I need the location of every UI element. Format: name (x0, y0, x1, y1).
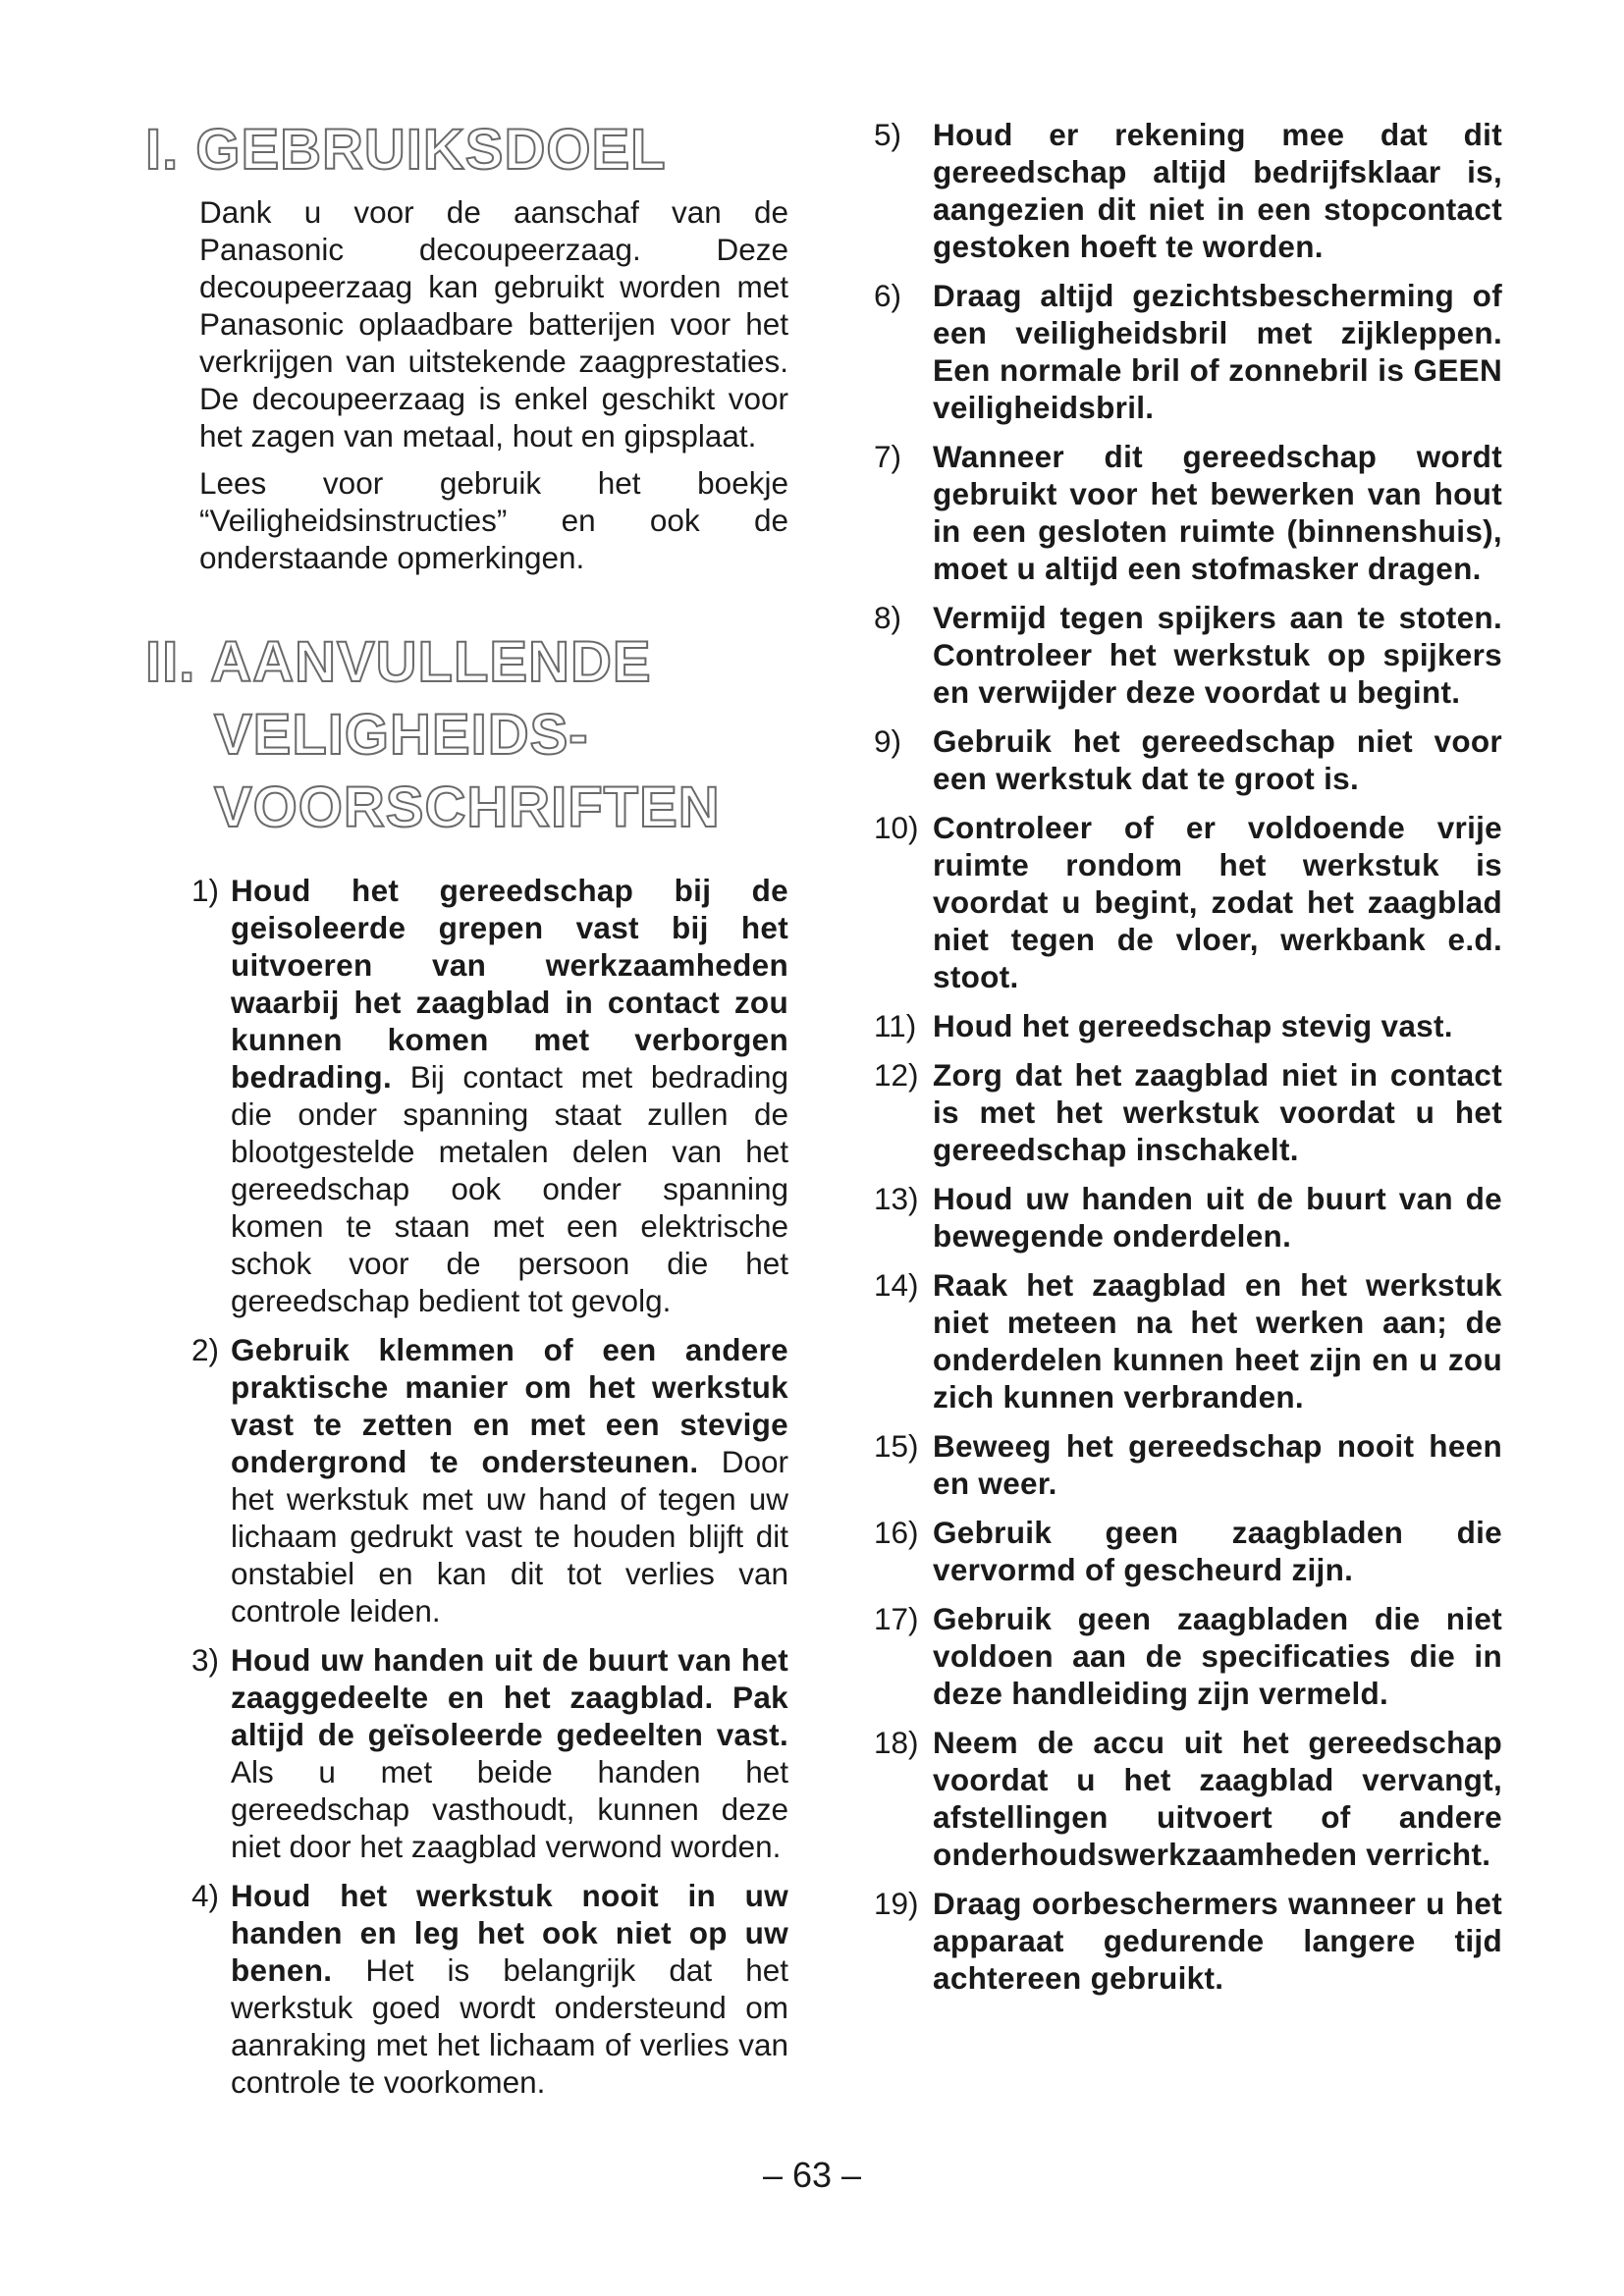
item-number: 7) (874, 439, 902, 474)
intro-paragraph-2: Lees voor gebruik het boekje “Veiligheidsinstructies” en ook de onderstaande opmerkingen. (199, 465, 788, 575)
list-item: 2) Gebruik klemmen of een andere praktische manier om het werkstuk vast te zetten en met een stevige ondergrond te ondersteunen. Door het werkstuk met uw hand of tegen uw lichaam gedrukt vast te houden blijft dit onstabiel en kan dit tot verlies van controle leiden. (191, 1332, 788, 1629)
item-number: 13) (874, 1181, 919, 1216)
item-number: 15) (874, 1428, 919, 1464)
item-number: 11) (874, 1008, 917, 1043)
list-item: 9) Gebruik het gereedschap niet voor een werkstuk dat te groot is. (874, 723, 1502, 796)
list-item: 11) Houd het gereedschap stevig vast. (874, 1008, 1453, 1043)
intro-paragraph-1: Dank u voor de aanschaf van de Panasonic decoupeerzaag. Deze decoupeerzaag kan gebruikt worden met Panasonic oplaadbare batterijen voor het verkrijgen van uitstekende zaagprestaties. De decoupeerzaag is enkel geschikt voor het zagen van metaal, hout en gipsplaat. (199, 194, 788, 454)
list-item: 3) Houd uw handen uit de buurt van het zaaggedeelte en het zaagblad. Pak altijd de geïsoleerde gedeelten vast. Als u met beide handen het gereedschap vasthoudt, kunnen deze niet door het zaagblad verwond worden. (191, 1642, 788, 1864)
item-number: 9) (874, 723, 902, 759)
item-number: 12) (874, 1057, 919, 1093)
right-column-list (874, 116, 1502, 2008)
list-item: 7) Wanneer dit gereedschap wordt gebruikt voor het bewerken van hout in een gesloten ruimte (binnenshuis), moet u altijd een stofmasker dragen. (874, 439, 1502, 586)
item-number: 16) (874, 1515, 919, 1550)
list-item: 6) Draag altijd gezichtsbescherming of een veiligheidsbril met zijkleppen. Een normale bril of zonnebril is GEEN veiligheidsbril. (874, 278, 1502, 425)
list-item: 13) Houd uw handen uit de buurt van de bewegende onderdelen. (874, 1181, 1502, 1254)
list-item: 15) Beweeg het gereedschap nooit heen en weer. (874, 1428, 1502, 1501)
item-number: 19) (874, 1886, 919, 1921)
item-number: 14) (874, 1267, 919, 1303)
list-item: 12) Zorg dat het zaagblad niet in contact is met het werkstuk voordat u het gereedschap inschakelt. (874, 1057, 1502, 1167)
item-number: 2) (191, 1332, 220, 1367)
section-heading-line-3: VOORSCHRIFTEN (214, 775, 721, 839)
item-number: 5) (874, 117, 902, 152)
item-number: 6) (874, 278, 902, 313)
list-item: 4) Houd het werkstuk nooit in uw handen en leg het ook niet op uw benen. Het is belangrijk dat het werkstuk goed wordt ondersteund om aanraking met het lichaam of verlies van controle te voorkomen. (191, 1878, 788, 2100)
item-number: 3) (191, 1642, 220, 1678)
page-number: – 63 – (762, 2155, 862, 2195)
item-number: 17) (874, 1601, 919, 1636)
list-item: 8) Vermijd tegen spijkers aan te stoten. Controleer het werkstuk op spijkers en verwijder deze voordat u begint. (874, 600, 1502, 710)
left-column-list (191, 872, 788, 2112)
section-heading-gebruiksdoel: I. GEBRUIKSDOEL (145, 118, 667, 182)
list-item: 1) Houd het gereedschap bij de geisoleerde grepen vast bij het uitvoeren van werkzaamheden waarbij het zaagblad in contact zou kunnen komen met verborgen bedrading. Bij contact met bedrading die onder spanning staat zullen de blootgestelde metalen delen van het gereedschap ook onder spanning komen te staan met een elektrische schok voor de persoon die het gereedschap bedient tot gevolg. (191, 873, 788, 1318)
intro-text (199, 193, 788, 586)
list-item: 10) Controleer of er voldoende vrije ruimte rondom het werkstuk is voordat u begint, zodat het zaagblad niet tegen de vloer, werkbank e.d. stoot. (874, 810, 1502, 994)
item-number: 4) (191, 1878, 220, 1913)
list-item: 18) Neem de accu uit het gereedschap voordat u het zaagblad vervangt, afstellingen uitvoert of andere onderhoudswerkzaamheden verricht. (874, 1725, 1502, 1872)
item-number: 18) (874, 1725, 919, 1760)
item-number: 10) (874, 810, 919, 845)
list-item: 17) Gebruik geen zaagbladen die niet voldoen aan de specificaties die in deze handleiding zijn vermeld. (874, 1601, 1502, 1711)
section-heading-line-2: VELIGHEIDS- (214, 703, 589, 767)
list-item: 19) Draag oorbeschermers wanneer u het apparaat gedurende langere tijd achtereen gebruikt. (874, 1886, 1502, 1996)
item-number: 1) (191, 873, 220, 908)
item-number: 8) (874, 600, 902, 635)
section-heading-line-1: II. AANVULLENDE (145, 630, 652, 694)
list-item: 5) Houd er rekening mee dat dit gereedschap altijd bedrijfsklaar is, aangezien dit niet in een stopcontact gestoken hoeft te worden. (874, 117, 1502, 264)
list-item: 16) Gebruik geen zaagbladen die vervormd of gescheurd zijn. (874, 1515, 1502, 1587)
list-item: 14) Raak het zaagblad en het werkstuk niet meteen na het werken aan; de onderdelen kunnen heet zijn en u zou zich kunnen verbranden. (874, 1267, 1502, 1415)
